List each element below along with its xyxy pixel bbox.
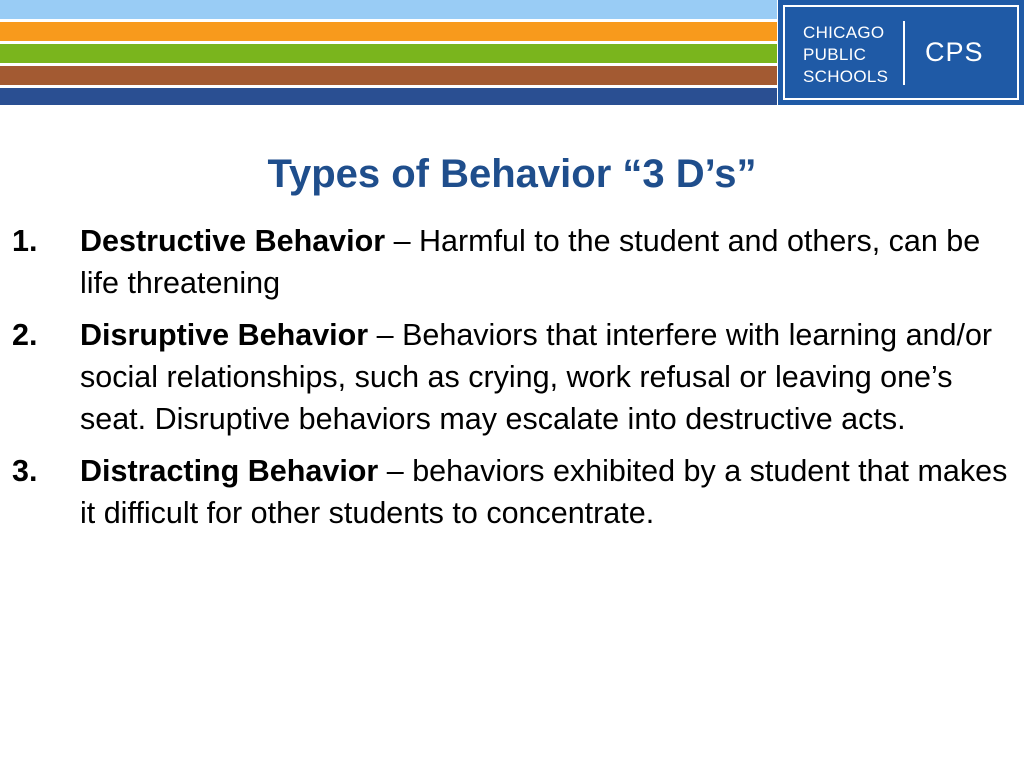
behavior-list bbox=[12, 220, 1012, 544]
item-description: – behaviors exhibited by a student that makes it difficult for other students to concentrate. bbox=[80, 454, 1008, 530]
slide-title: Types of Behavior “3 D’s” bbox=[267, 151, 757, 196]
list-item bbox=[12, 314, 1012, 440]
stripe-brown bbox=[0, 66, 777, 85]
list-item bbox=[12, 450, 1012, 534]
logo-abbreviation: CPS bbox=[925, 37, 984, 67]
stripe-light-blue bbox=[0, 0, 777, 19]
item-term: Distracting Behavior bbox=[80, 454, 379, 488]
logo-divider bbox=[903, 21, 905, 85]
item-number: 2. bbox=[12, 318, 38, 352]
logo-frame bbox=[783, 5, 1019, 100]
item-description: – Harmful to the student and others, can be life threatening bbox=[80, 224, 981, 300]
list-item bbox=[12, 220, 1012, 304]
item-description: – Behaviors that interfere with learning and/or social relationships, such as crying, work refusal or leaving one’s seat. Disruptive behaviors may escalate into destructive acts. bbox=[80, 318, 993, 436]
item-number: 1. bbox=[12, 224, 38, 258]
item-term: Disruptive Behavior bbox=[80, 318, 369, 352]
cps-logo bbox=[778, 0, 1024, 105]
stripe-green bbox=[0, 44, 777, 63]
item-number: 3. bbox=[12, 454, 38, 488]
stripe-orange bbox=[0, 22, 777, 41]
header-stripes bbox=[0, 0, 777, 105]
logo-line-schools: SCHOOLS bbox=[803, 67, 889, 86]
logo-line-chicago: CHICAGO bbox=[803, 23, 885, 42]
logo-line-public: PUBLIC bbox=[803, 45, 867, 64]
item-term: Destructive Behavior bbox=[80, 224, 386, 258]
logo-wordmark bbox=[803, 22, 888, 88]
stripe-navy bbox=[0, 88, 777, 105]
